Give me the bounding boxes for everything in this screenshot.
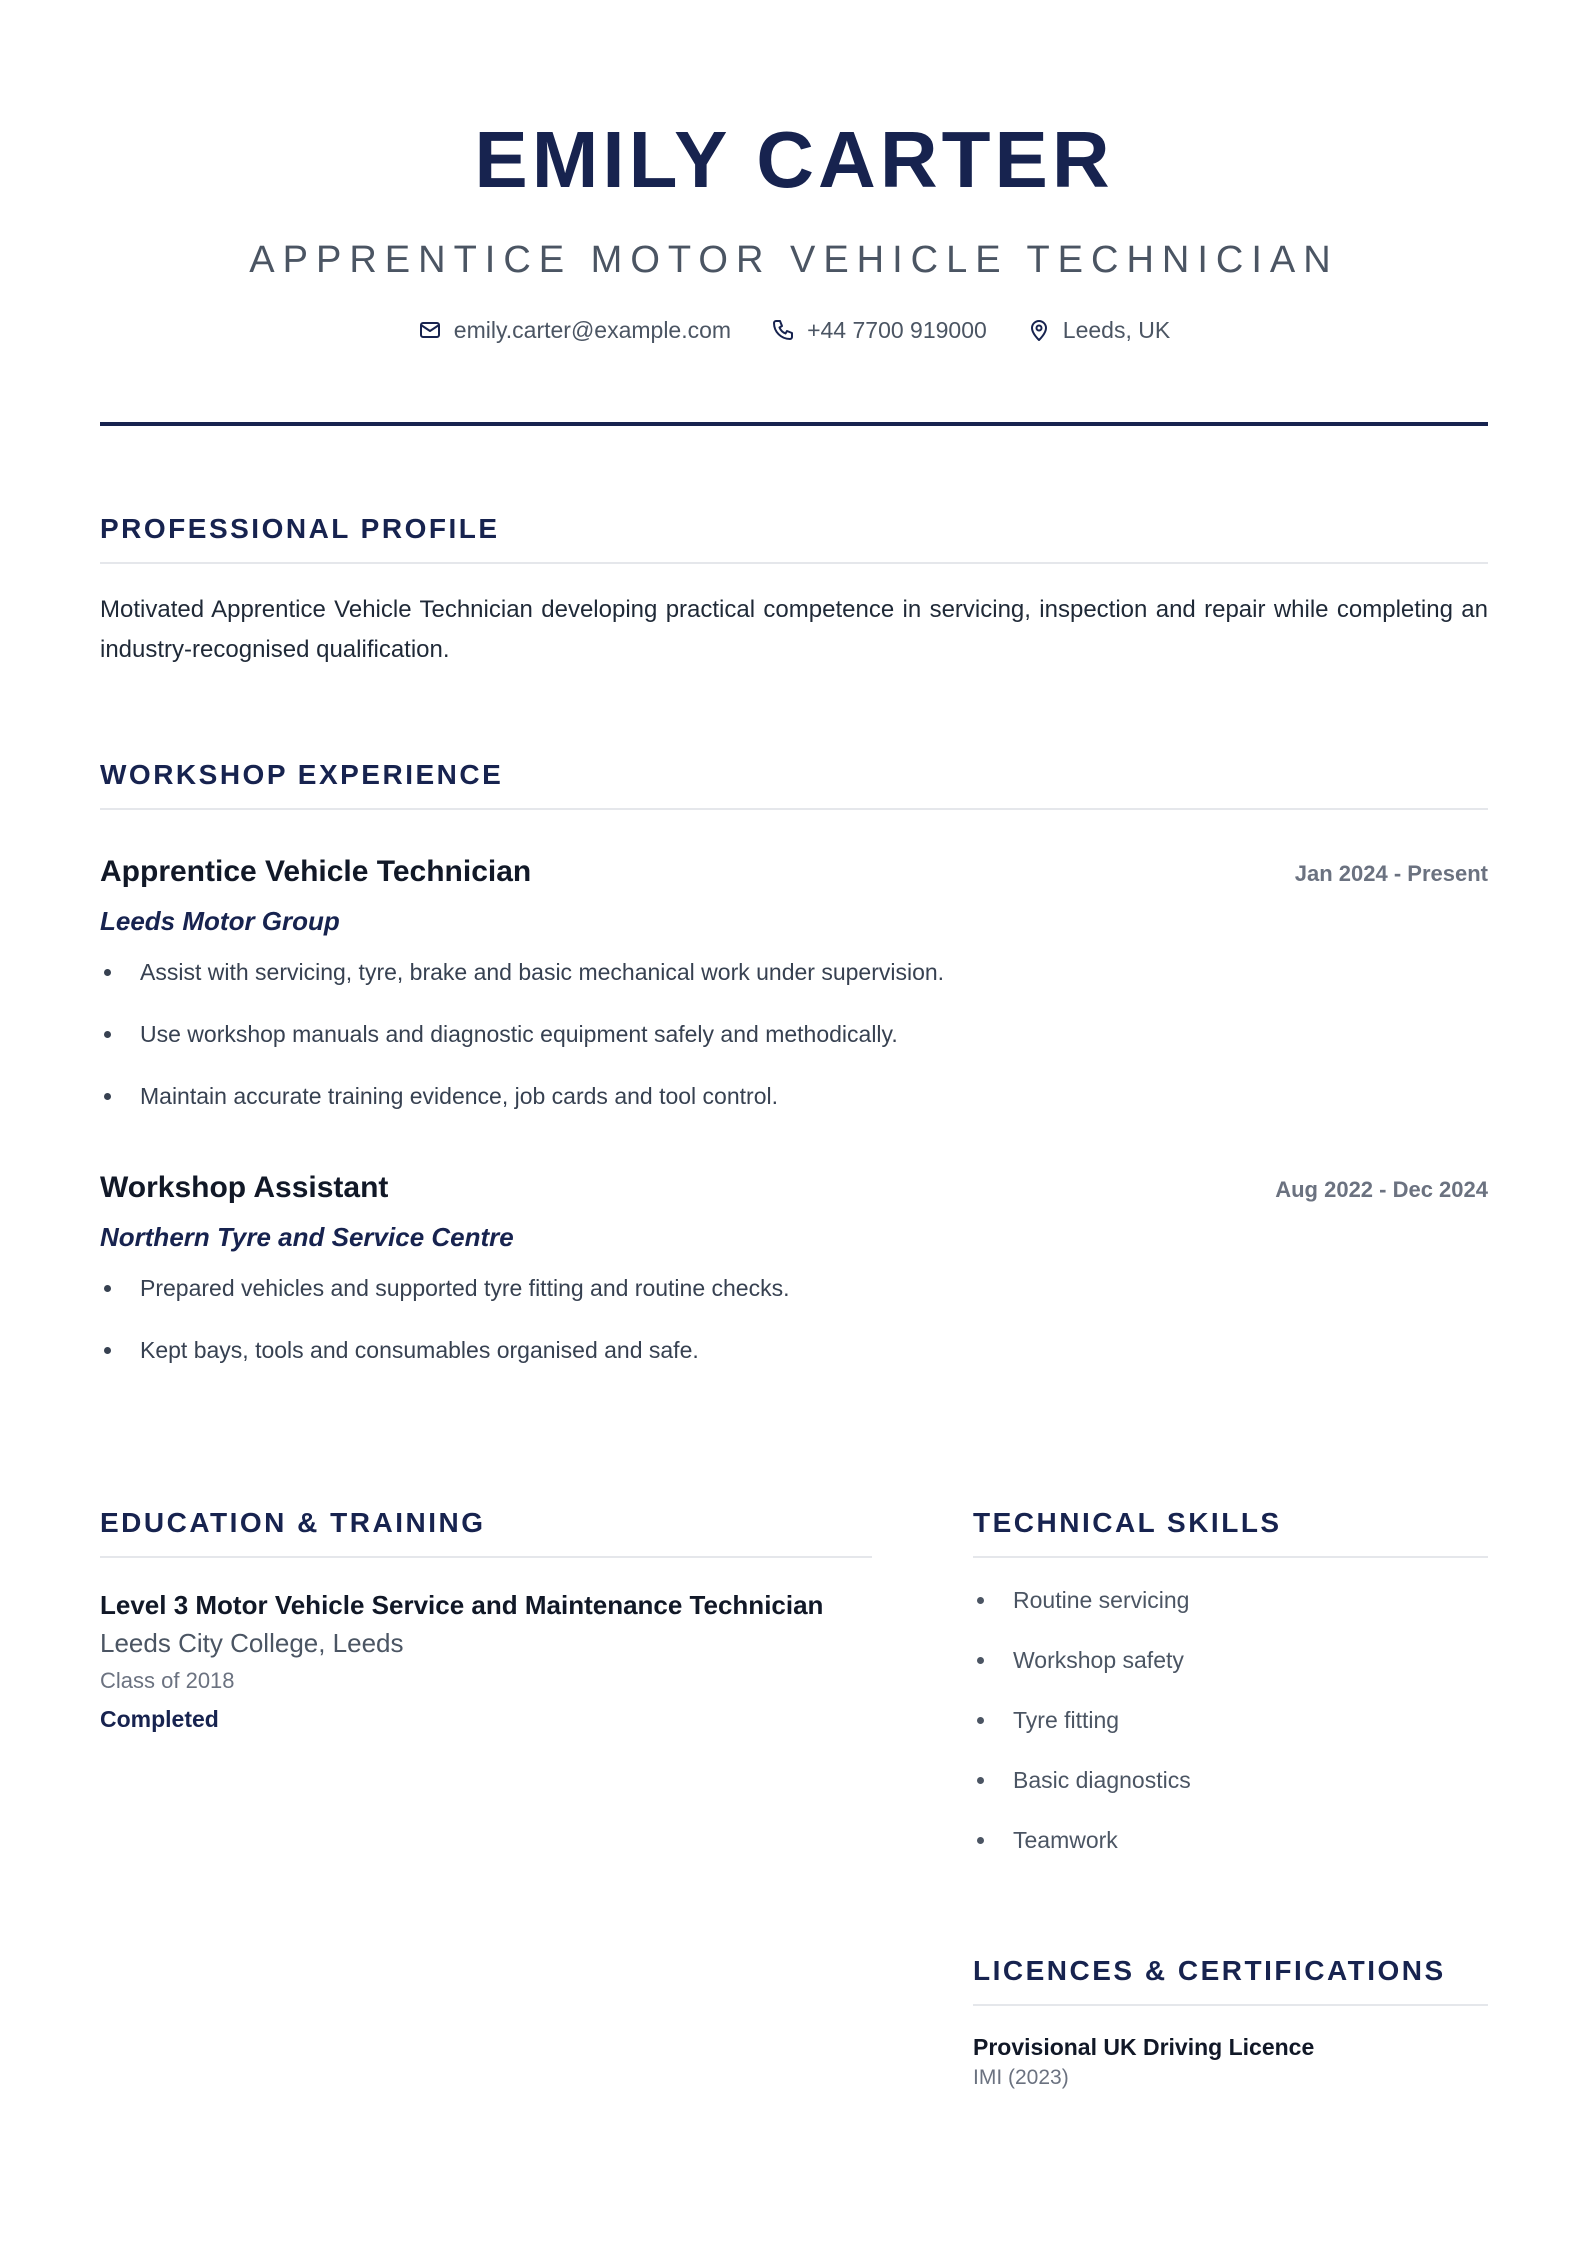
- section-divider: [100, 562, 1488, 564]
- licence-name: Provisional UK Driving Licence: [973, 2034, 1315, 2060]
- list-item: Tyre fitting: [973, 1704, 1488, 1736]
- education-class: Class of 2018: [100, 1668, 235, 1693]
- contact-bar: [0, 314, 1588, 346]
- section-title: WORKSHOP EXPERIENCE: [100, 759, 504, 790]
- list-item: Maintain accurate training evidence, job cards and tool control.: [100, 1080, 1488, 1112]
- list-item: Routine servicing: [973, 1584, 1488, 1616]
- job-entry: [100, 854, 1488, 1112]
- candidate-role: APPRENTICE MOTOR VEHICLE TECHNICIAN: [249, 239, 1339, 281]
- job-bullets: [100, 1272, 1488, 1366]
- envelope-icon: [418, 318, 442, 342]
- section-divider: [100, 808, 1488, 810]
- licence-issuer: IMI (2023): [973, 2066, 1069, 2089]
- education-school: Leeds City College, Leeds: [100, 1628, 404, 1658]
- phone-text: +44 7700 919000: [807, 317, 987, 343]
- section-title: TECHNICAL SKILLS: [973, 1507, 1282, 1538]
- skills-list: [973, 1584, 1488, 1856]
- list-item: Kept bays, tools and consumables organised and safe.: [100, 1334, 1488, 1366]
- email-text: emily.carter@example.com: [453, 317, 732, 343]
- header-divider: [100, 422, 1488, 426]
- contact-phone[interactable]: [771, 314, 987, 346]
- education-status: Completed: [100, 1706, 219, 1732]
- list-item: Teamwork: [973, 1824, 1488, 1856]
- education-course: Level 3 Motor Vehicle Service and Maintenance Technician: [100, 1590, 824, 1620]
- skills-section: [973, 1506, 1488, 1884]
- licences-section: [973, 1954, 1488, 2092]
- section-title: LICENCES & CERTIFICATIONS: [973, 1955, 1446, 1986]
- map-pin-icon: [1027, 318, 1051, 342]
- contact-location: [1027, 314, 1170, 346]
- phone-icon: [771, 318, 795, 342]
- list-item: Use workshop manuals and diagnostic equipment safely and methodically.: [100, 1018, 1488, 1050]
- experience-section: [100, 758, 1488, 1396]
- location-text: Leeds, UK: [1062, 317, 1171, 343]
- job-dates: Jan 2024 - Present: [1294, 861, 1488, 886]
- section-divider: [100, 1556, 872, 1558]
- job-bullets: [100, 956, 1488, 1112]
- list-item: Assist with servicing, tyre, brake and basic mechanical work under supervision.: [100, 956, 1488, 988]
- profile-text: Motivated Apprentice Vehicle Technician developing practical competence in servicing, inspection and repair while completing an industry-recognised qualification.: [100, 596, 1488, 663]
- job-company: Northern Tyre and Service Centre: [100, 1222, 514, 1252]
- section-divider: [973, 1556, 1488, 1558]
- profile-section: [100, 512, 1488, 670]
- section-title: EDUCATION & TRAINING: [100, 1507, 486, 1538]
- resume-header: [0, 0, 1588, 346]
- list-item: Basic diagnostics: [973, 1764, 1488, 1796]
- job-title: Workshop Assistant: [100, 1171, 389, 1204]
- education-section: [100, 1506, 872, 1734]
- job-entry: [100, 1170, 1488, 1366]
- list-item: Prepared vehicles and supported tyre fitting and routine checks.: [100, 1272, 1488, 1304]
- section-title: PROFESSIONAL PROFILE: [100, 513, 500, 544]
- candidate-name: EMILY CARTER: [474, 115, 1114, 204]
- job-dates: Aug 2022 - Dec 2024: [1275, 1177, 1488, 1202]
- job-company: Leeds Motor Group: [100, 906, 340, 936]
- section-divider: [973, 2004, 1488, 2006]
- contact-email[interactable]: [418, 314, 731, 346]
- job-title: Apprentice Vehicle Technician: [100, 855, 532, 888]
- list-item: Workshop safety: [973, 1644, 1488, 1676]
